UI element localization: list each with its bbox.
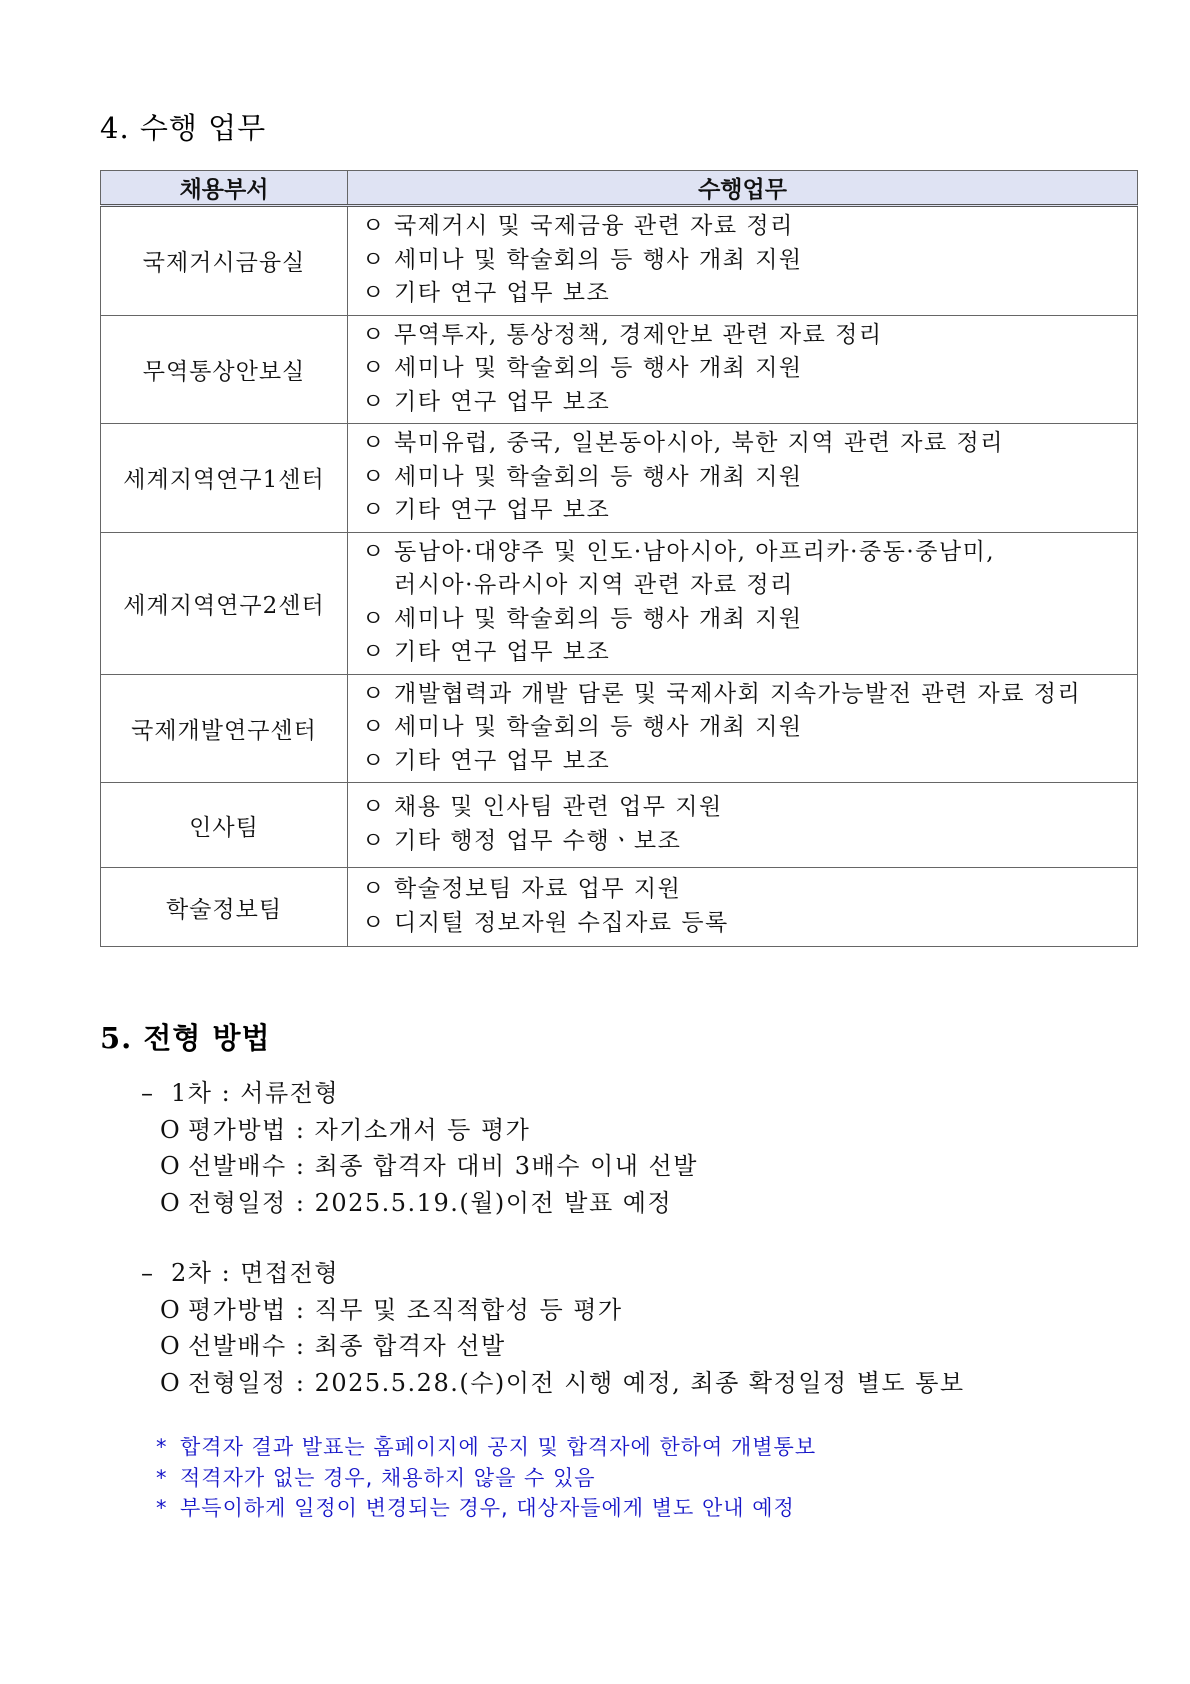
table-row bbox=[101, 206, 1138, 316]
task-item: ㅇ 북미유럽, 중국, 일본동아시아, 북한 지역 관련 자료 정리 bbox=[362, 427, 1137, 461]
task-item: ㅇ 기타 연구 업무 보조 bbox=[362, 386, 1137, 420]
table-row bbox=[101, 532, 1138, 674]
department-cell: 세계지역연구2센터 bbox=[101, 532, 348, 674]
section-5-title: 5. 전형 방법 bbox=[100, 1021, 271, 1055]
stage-2-heading: – 2차 : 면접전형 bbox=[141, 1255, 965, 1292]
circle-bullet: ㅇ bbox=[362, 430, 386, 456]
circle-bullet: ㅇ bbox=[362, 794, 386, 820]
stage-1-heading: – 1차 : 서류전형 bbox=[141, 1075, 698, 1112]
task-item: ㅇ 세미나 및 학술회의 등 행사 개최 지원 bbox=[362, 711, 1137, 745]
note-item: * 합격자 결과 발표는 홈페이지에 공지 및 합격자에 한하여 개별통보 bbox=[156, 1432, 816, 1463]
circle-bullet: ㅇ bbox=[362, 321, 386, 348]
stage-2-block bbox=[138, 1255, 965, 1401]
table-row bbox=[101, 783, 1138, 868]
header-department: 채용부서 bbox=[101, 171, 348, 206]
department-cell: 학술정보팀 bbox=[101, 868, 348, 947]
stage-1-item: O 선발배수 : 최종 합격자 대비 3배수 이내 선발 bbox=[160, 1148, 698, 1185]
section-4-title: 4. 수행 업무 bbox=[100, 111, 267, 145]
bullet-mark: O bbox=[160, 1332, 182, 1360]
dash-mark: – bbox=[141, 1079, 155, 1107]
task-item: ㅇ 디지털 정보자원 수집자료 등록 bbox=[362, 907, 1137, 941]
table-row bbox=[101, 674, 1138, 783]
task-item: ㅇ 기타 연구 업무 보조 bbox=[362, 636, 1137, 670]
circle-bullet: ㅇ bbox=[362, 213, 386, 239]
circle-bullet: ㅇ bbox=[362, 280, 386, 306]
stage-2-item: O 선발배수 : 최종 합격자 선발 bbox=[160, 1328, 965, 1365]
tasks-cell bbox=[348, 424, 1138, 533]
task-item: ㅇ 기타 행정 업무 수행ㆍ보조 bbox=[362, 825, 1137, 859]
circle-bullet: ㅇ bbox=[362, 827, 386, 854]
task-item: ㅇ 개발협력과 개발 담론 및 국제사회 지속가능발전 관련 자료 정리 bbox=[362, 678, 1137, 712]
bullet-mark: O bbox=[160, 1368, 182, 1397]
duties-table bbox=[100, 170, 1138, 947]
stage-2-item: O 평가방법 : 직무 및 조직적합성 등 평가 bbox=[160, 1292, 965, 1329]
table-row bbox=[101, 424, 1138, 533]
tasks-cell bbox=[348, 206, 1138, 316]
bullet-mark: O bbox=[160, 1152, 182, 1180]
circle-bullet: ㅇ bbox=[362, 876, 386, 902]
notes-block bbox=[156, 1432, 816, 1524]
asterisk-mark: * bbox=[156, 1465, 168, 1490]
task-item-continuation: 러시아·유라시아 지역 관련 자료 정리 bbox=[394, 572, 794, 598]
department-cell: 국제거시금융실 bbox=[101, 206, 348, 316]
stage-1-item: O 전형일정 : 2025.5.19.(월)이전 발표 예정 bbox=[160, 1185, 698, 1222]
stage-2-item: O 전형일정 : 2025.5.28.(수)이전 시행 예정, 최종 확정일정 별도 통보 bbox=[160, 1365, 965, 1402]
task-item: ㅇ 기타 연구 업무 보조 bbox=[362, 745, 1137, 779]
task-item: ㅇ 국제거시 및 국제금융 관련 자료 정리 bbox=[362, 210, 1137, 244]
tasks-cell bbox=[348, 868, 1138, 947]
task-item: ㅇ 세미나 및 학술회의 등 행사 개최 지원 bbox=[362, 352, 1137, 386]
circle-bullet: ㅇ bbox=[362, 639, 386, 665]
task-item: ㅇ 기타 연구 업무 보조 bbox=[362, 277, 1137, 311]
table-row bbox=[101, 315, 1138, 424]
tasks-cell bbox=[348, 674, 1138, 783]
task-item: ㅇ 세미나 및 학술회의 등 행사 개최 지원 bbox=[362, 461, 1137, 495]
task-item: ㅇ 학술정보팀 자료 업무 지원 bbox=[362, 873, 1137, 907]
table-row bbox=[101, 868, 1138, 947]
asterisk-mark: * bbox=[156, 1435, 168, 1459]
dash-mark: – bbox=[141, 1259, 155, 1287]
circle-bullet: ㅇ bbox=[362, 714, 386, 740]
circle-bullet: ㅇ bbox=[362, 463, 386, 490]
bullet-mark: O bbox=[160, 1295, 182, 1324]
task-item: ㅇ 세미나 및 학술회의 등 행사 개최 지원 bbox=[362, 603, 1137, 637]
task-item: ㅇ 동남아·대양주 및 인도·남아시아, 아프리카·중동·중남미, bbox=[362, 536, 1137, 570]
department-cell: 세계지역연구1센터 bbox=[101, 424, 348, 533]
circle-bullet: ㅇ bbox=[362, 538, 386, 565]
circle-bullet: ㅇ bbox=[362, 680, 386, 707]
circle-bullet: ㅇ bbox=[362, 909, 386, 936]
department-cell: 인사팀 bbox=[101, 783, 348, 868]
tasks-cell bbox=[348, 783, 1138, 868]
task-item: ㅇ 기타 연구 업무 보조 bbox=[362, 494, 1137, 528]
task-item: ㅇ 세미나 및 학술회의 등 행사 개최 지원 bbox=[362, 244, 1137, 278]
stage-1-item: O 평가방법 : 자기소개서 등 평가 bbox=[160, 1112, 698, 1149]
bullet-mark: O bbox=[160, 1188, 182, 1217]
department-cell: 국제개발연구센터 bbox=[101, 674, 348, 783]
header-duties: 수행업무 bbox=[348, 171, 1138, 206]
circle-bullet: ㅇ bbox=[362, 355, 386, 381]
circle-bullet: ㅇ bbox=[362, 497, 386, 523]
task-item: ㅇ 채용 및 인사팀 관련 업무 지원 bbox=[362, 791, 1137, 825]
bullet-mark: O bbox=[160, 1115, 182, 1144]
note-item: * 부득이하게 일정이 변경되는 경우, 대상자들에게 별도 안내 예정 bbox=[156, 1493, 816, 1524]
circle-bullet: ㅇ bbox=[362, 747, 386, 774]
note-item: * 적격자가 없는 경우, 채용하지 않을 수 있음 bbox=[156, 1463, 816, 1494]
tasks-cell bbox=[348, 315, 1138, 424]
circle-bullet: ㅇ bbox=[362, 388, 386, 415]
circle-bullet: ㅇ bbox=[362, 246, 386, 273]
department-cell: 무역통상안보실 bbox=[101, 315, 348, 424]
table-header-row bbox=[101, 171, 1138, 206]
task-item: ㅇ 무역투자, 통상정책, 경제안보 관련 자료 정리 bbox=[362, 319, 1137, 353]
circle-bullet: ㅇ bbox=[362, 605, 386, 632]
asterisk-mark: * bbox=[156, 1496, 168, 1520]
stage-1-block bbox=[138, 1075, 698, 1221]
tasks-cell bbox=[348, 532, 1138, 674]
